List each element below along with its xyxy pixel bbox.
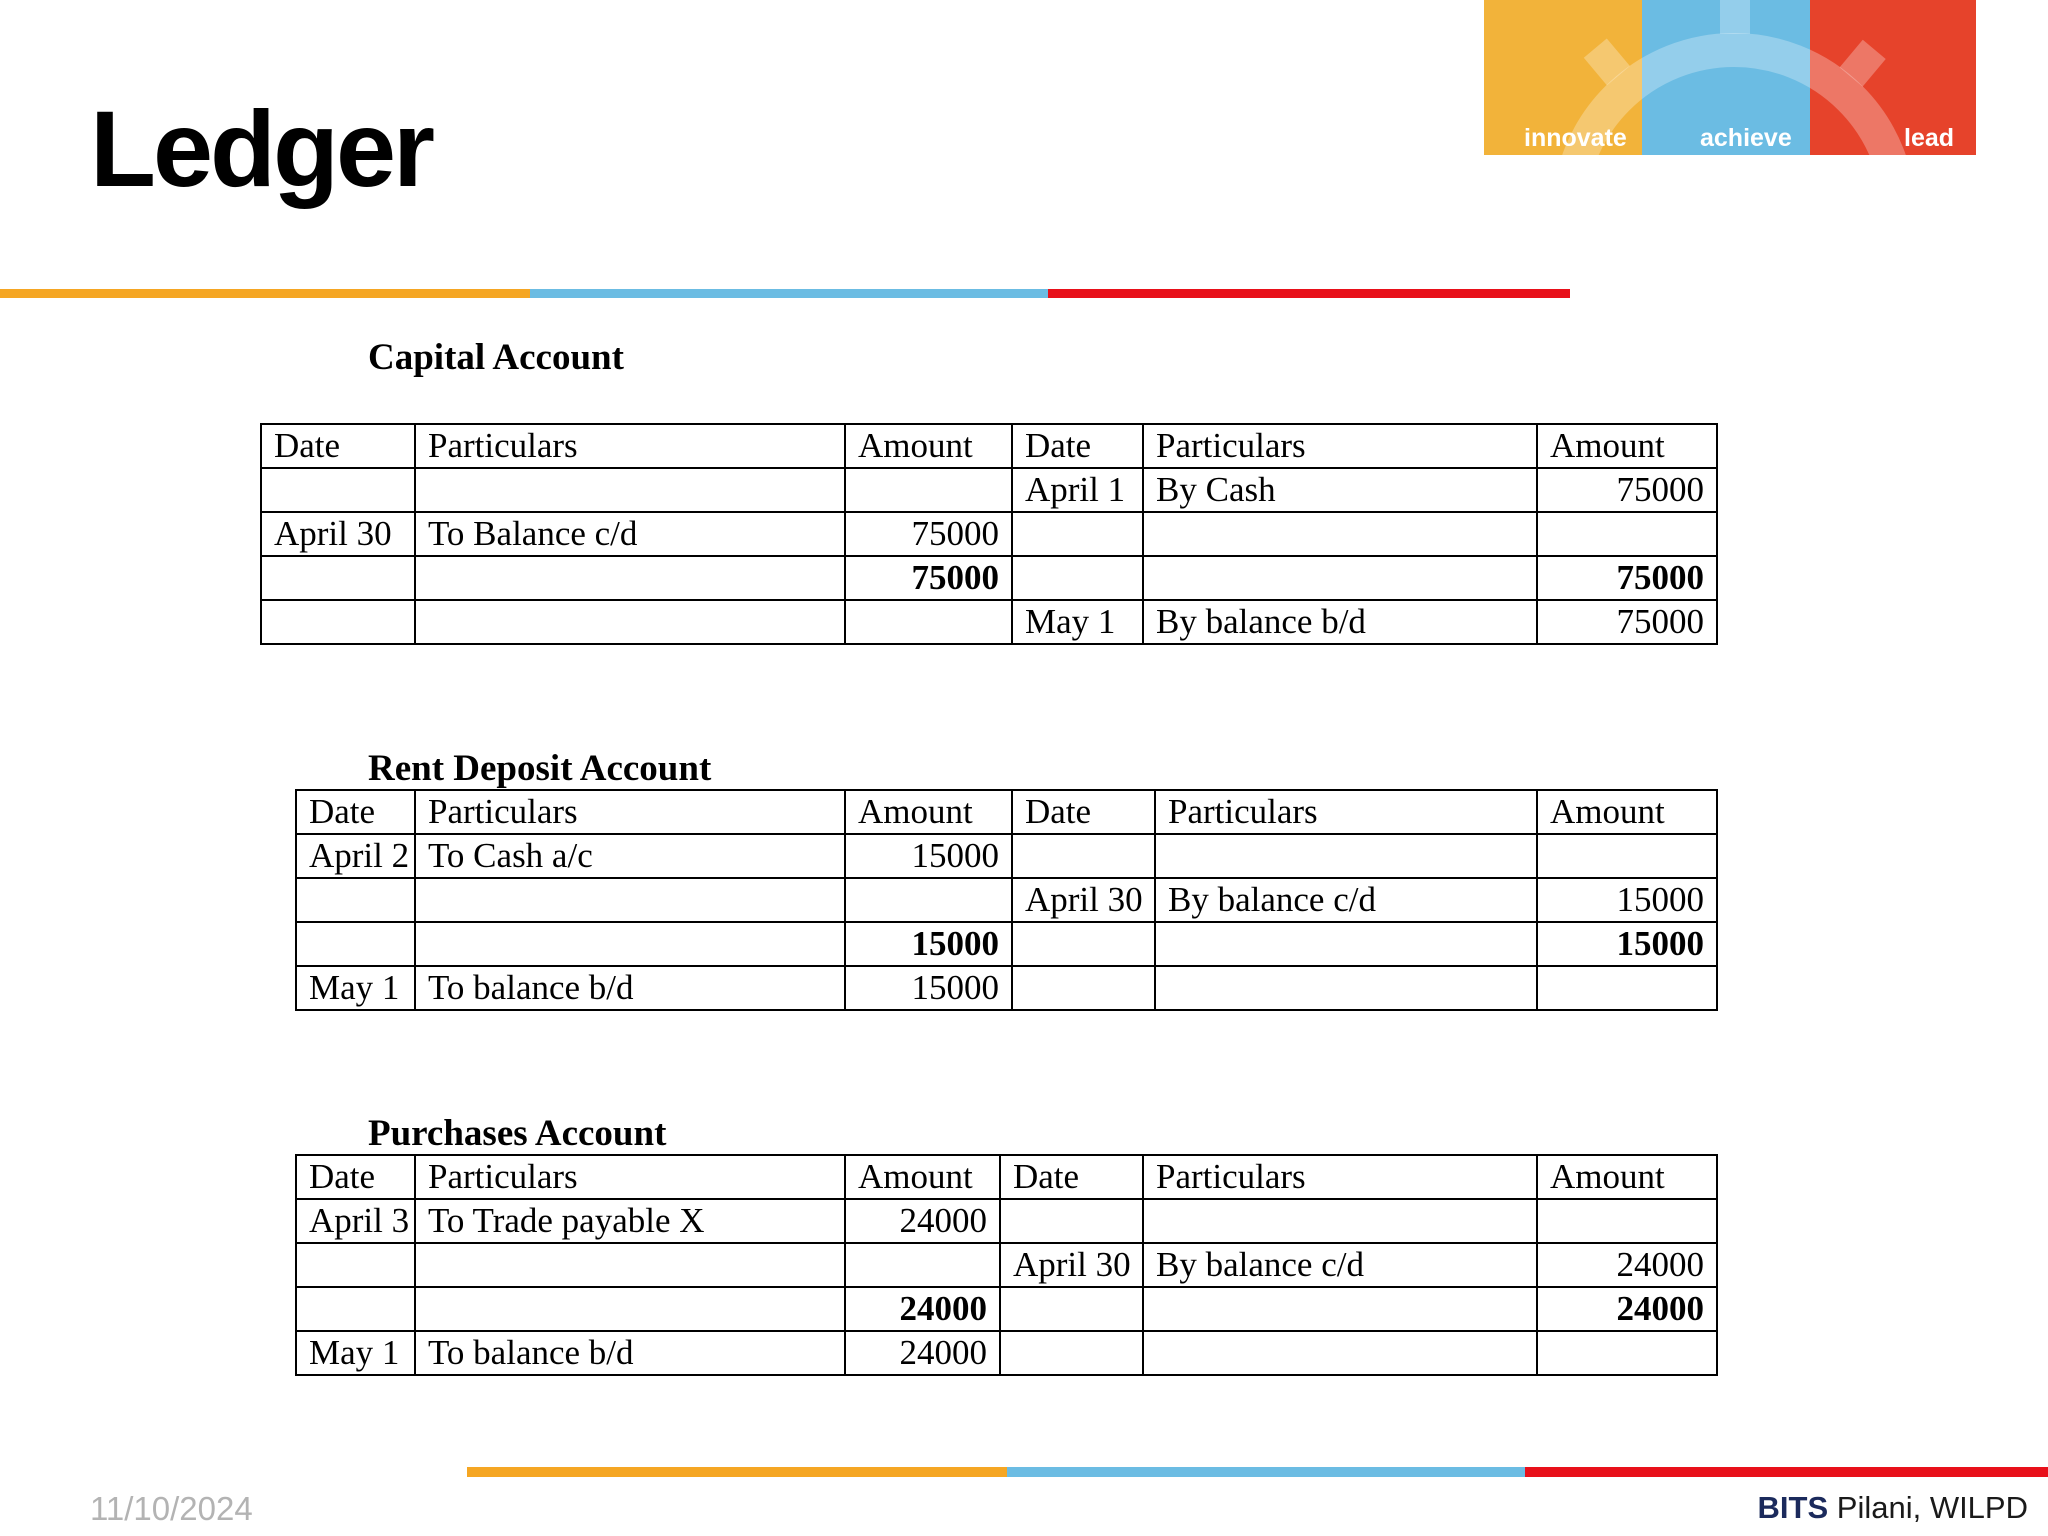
table-row <box>296 1331 1717 1375</box>
header-cell: Amount <box>845 424 1012 468</box>
bottom-divider-stripe <box>467 1467 2048 1477</box>
particulars-cell: By Cash <box>1143 468 1537 512</box>
logo-word-innovate: innovate <box>1524 124 1627 152</box>
header-cell: Particulars <box>1155 790 1537 834</box>
date-cell <box>1000 1199 1143 1243</box>
stripe-segment-orange <box>467 1467 1007 1477</box>
top-divider-stripe <box>0 289 1570 298</box>
table-row <box>261 468 1717 512</box>
rent-deposit-account-title: Rent Deposit Account <box>368 748 712 789</box>
amount-cell: 24000 <box>845 1199 1000 1243</box>
footer-org-rest: Pilani, WILPD <box>1828 1490 2028 1525</box>
bits-logo <box>1484 0 1976 155</box>
amount-cell: 75000 <box>1537 556 1717 600</box>
amount-cell: 75000 <box>1537 468 1717 512</box>
date-cell <box>296 1243 415 1287</box>
totals-row <box>261 556 1717 600</box>
table-row <box>296 878 1717 922</box>
purchases-account-table <box>295 1154 1718 1376</box>
particulars-cell <box>1155 966 1537 1010</box>
table-row <box>296 834 1717 878</box>
amount-cell <box>845 600 1012 644</box>
date-cell <box>296 878 415 922</box>
amount-cell: 24000 <box>1537 1287 1717 1331</box>
amount-cell <box>845 878 1012 922</box>
particulars-cell <box>415 556 845 600</box>
header-cell: Particulars <box>1143 424 1537 468</box>
header-cell: Particulars <box>415 1155 845 1199</box>
date-cell: April 1 <box>1012 468 1143 512</box>
amount-cell <box>1537 1199 1717 1243</box>
purchases-account-title: Purchases Account <box>368 1113 667 1154</box>
date-cell: April 2 <box>296 834 415 878</box>
date-cell: May 1 <box>296 966 415 1010</box>
amount-cell: 75000 <box>845 556 1012 600</box>
totals-row <box>296 922 1717 966</box>
amount-cell: 24000 <box>845 1331 1000 1375</box>
date-cell: May 1 <box>296 1331 415 1375</box>
logo-word-lead: lead <box>1904 124 1955 152</box>
amount-cell: 15000 <box>845 966 1012 1010</box>
header-cell: Date <box>1012 424 1143 468</box>
date-cell: April 30 <box>261 512 415 556</box>
header-cell: Particulars <box>1143 1155 1537 1199</box>
date-cell <box>296 922 415 966</box>
date-cell: April 3 <box>296 1199 415 1243</box>
particulars-cell <box>415 1243 845 1287</box>
amount-cell <box>1537 834 1717 878</box>
particulars-cell: To Trade payable X <box>415 1199 845 1243</box>
particulars-cell: By balance c/d <box>1155 878 1537 922</box>
date-cell <box>261 600 415 644</box>
particulars-cell <box>1143 1287 1537 1331</box>
particulars-cell <box>415 600 845 644</box>
stripe-segment-red <box>1525 1467 2048 1477</box>
amount-cell <box>845 468 1012 512</box>
particulars-cell <box>415 878 845 922</box>
footer-org-bold: BITS <box>1757 1490 1829 1525</box>
stripe-segment-blue <box>1007 1467 1525 1477</box>
header-row <box>261 424 1717 468</box>
date-cell <box>1012 512 1143 556</box>
footer-date: 11/10/2024 <box>90 1490 253 1527</box>
particulars-cell: To balance b/d <box>415 966 845 1010</box>
amount-cell: 15000 <box>1537 878 1717 922</box>
table-row <box>296 1199 1717 1243</box>
particulars-cell <box>1143 512 1537 556</box>
logo-word-achieve: achieve <box>1700 124 1792 152</box>
date-cell <box>1012 834 1155 878</box>
particulars-cell <box>415 922 845 966</box>
particulars-cell: By balance b/d <box>1143 600 1537 644</box>
date-cell <box>1000 1287 1143 1331</box>
slide-title: Ledger <box>90 88 433 209</box>
particulars-cell: To Balance c/d <box>415 512 845 556</box>
amount-cell: 24000 <box>1537 1243 1717 1287</box>
particulars-cell: By balance c/d <box>1143 1243 1537 1287</box>
date-cell <box>1012 922 1155 966</box>
amount-cell: 15000 <box>845 922 1012 966</box>
date-cell: May 1 <box>1012 600 1143 644</box>
amount-cell <box>1537 966 1717 1010</box>
particulars-cell <box>415 1287 845 1331</box>
rent-deposit-account-table <box>295 789 1718 1011</box>
amount-cell: 15000 <box>845 834 1012 878</box>
stripe-segment-blue <box>530 289 1048 298</box>
header-cell: Amount <box>1537 424 1717 468</box>
amount-cell <box>1537 1331 1717 1375</box>
particulars-cell <box>1155 922 1537 966</box>
date-cell: April 30 <box>1000 1243 1143 1287</box>
header-cell: Amount <box>1537 1155 1717 1199</box>
header-cell: Amount <box>845 1155 1000 1199</box>
stripe-segment-orange <box>0 289 530 298</box>
stripe-segment-red <box>1048 289 1570 298</box>
footer-organization <box>1758 1490 2028 1526</box>
particulars-cell <box>1143 1199 1537 1243</box>
table-row <box>296 966 1717 1010</box>
particulars-cell: To balance b/d <box>415 1331 845 1375</box>
date-cell <box>261 468 415 512</box>
particulars-cell <box>1143 1331 1537 1375</box>
particulars-cell <box>1143 556 1537 600</box>
date-cell <box>296 1287 415 1331</box>
totals-row <box>296 1287 1717 1331</box>
amount-cell <box>1537 512 1717 556</box>
date-cell <box>261 556 415 600</box>
header-cell: Date <box>261 424 415 468</box>
date-cell <box>1012 556 1143 600</box>
header-cell: Date <box>296 790 415 834</box>
header-cell: Particulars <box>415 790 845 834</box>
header-cell: Particulars <box>415 424 845 468</box>
amount-cell: 75000 <box>845 512 1012 556</box>
amount-cell: 15000 <box>1537 922 1717 966</box>
header-cell: Date <box>1012 790 1155 834</box>
amount-cell: 24000 <box>845 1287 1000 1331</box>
capital-account-table <box>260 423 1718 645</box>
capital-account-title: Capital Account <box>368 337 624 378</box>
header-row <box>296 1155 1717 1199</box>
date-cell <box>1000 1331 1143 1375</box>
date-cell: April 30 <box>1012 878 1155 922</box>
amount-cell: 75000 <box>1537 600 1717 644</box>
header-cell: Amount <box>845 790 1012 834</box>
header-row <box>296 790 1717 834</box>
amount-cell <box>845 1243 1000 1287</box>
particulars-cell: To Cash a/c <box>415 834 845 878</box>
header-cell: Date <box>296 1155 415 1199</box>
particulars-cell <box>1155 834 1537 878</box>
table-row <box>296 1243 1717 1287</box>
header-cell: Date <box>1000 1155 1143 1199</box>
header-cell: Amount <box>1537 790 1717 834</box>
table-row <box>261 600 1717 644</box>
particulars-cell <box>415 468 845 512</box>
table-row <box>261 512 1717 556</box>
date-cell <box>1012 966 1155 1010</box>
